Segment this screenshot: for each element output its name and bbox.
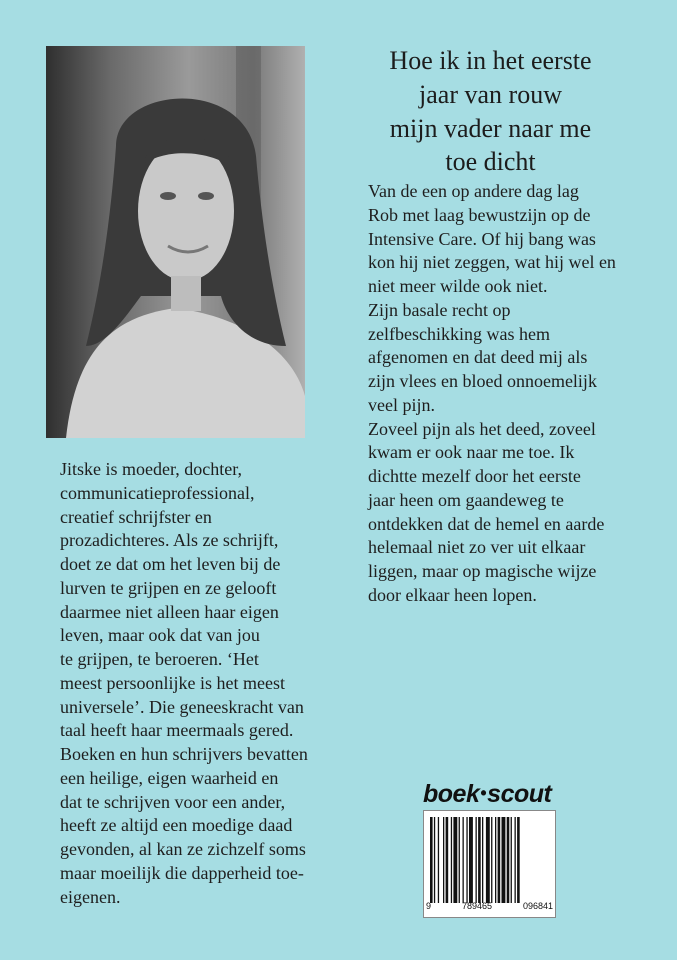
synopsis-line: Rob met laag bewustzijn op de [368, 204, 591, 225]
isbn-digit-group: 789465 [461, 901, 492, 911]
publisher-logo-dot: • [480, 783, 487, 803]
isbn-digit-group: 096841 [522, 901, 553, 911]
synopsis-line: afgenomen en dat deed mij als [368, 347, 588, 368]
synopsis-line: kon hij niet zeggen, wat hij wel en [368, 252, 616, 273]
title-line: jaar van rouw [419, 79, 562, 109]
bio-line: prozadichteres. Als ze schrijft, [60, 530, 279, 551]
bio-line: doet ze dat om het leven bij de [60, 554, 281, 574]
synopsis-line: door elkaar heen lopen. [368, 584, 537, 605]
synopsis-line: zelfbeschikking was hem [368, 323, 550, 344]
synopsis-line: Zijn basale recht op [368, 299, 511, 320]
synopsis-line: liggen, maar op magische wijze [368, 561, 597, 581]
synopsis-line: dichtte mezelf door het eerste [368, 466, 581, 486]
publisher-logo-part2: scout [487, 780, 552, 808]
synopsis-line: Zoveel pijn als het deed, zoveel [368, 418, 596, 439]
publisher-logo-part1: boek [423, 780, 480, 808]
bio-line: heeft ze altijd een moedige daad [60, 815, 293, 836]
bio-line: leven, maar ook dat van jou [60, 625, 260, 646]
synopsis-line: zijn vlees en bloed onnoemelijk [368, 371, 597, 391]
bio-line: Boeken en hun schrijvers bevatten [60, 744, 308, 764]
title-line: mijn vader naar me [389, 113, 592, 143]
synopsis-line: ontdekken dat de hemel en aarde [368, 513, 605, 534]
synopsis-line: Van de een op andere dag lag [368, 181, 579, 201]
book-synopsis [368, 180, 643, 608]
bio-line: meest persoonlijke is het meest [60, 672, 285, 693]
bio-line: Jitske is moeder, dochter, [60, 459, 243, 479]
synopsis-line: kwam er ook naar me toe. Ik [368, 442, 575, 463]
bio-line: te grijpen, te beroeren. ‘Het [60, 649, 259, 669]
author-photo [46, 46, 305, 438]
bio-line: dat te schrijven voor een ander, [60, 791, 286, 812]
author-bio [60, 458, 322, 909]
bio-line: taal heeft haar meermaals gered. [60, 720, 294, 741]
synopsis-line: Intensive Care. Of hij bang was [368, 228, 596, 249]
bio-line: maar moeilijk die dapperheid toe- [60, 862, 304, 883]
synopsis-line: jaar heen om gaandeweg te [368, 489, 564, 510]
bio-line: een heilige, eigen waarheid en [60, 767, 279, 788]
book-title [328, 44, 653, 179]
isbn-barcode [423, 810, 556, 918]
title-line: toe dicht [445, 147, 536, 177]
bio-line: eigenen. [60, 886, 121, 907]
bio-line: lurven te grijpen en ze gelooft [60, 577, 277, 598]
bio-line: gevonden, al kan ze zichzelf soms [60, 839, 306, 859]
bio-line: universele’. Die geneeskracht van [60, 696, 304, 717]
synopsis-line: veel pijn. [368, 394, 435, 415]
isbn-digits [426, 901, 553, 911]
bio-line: daarmee niet alleen haar eigen [60, 601, 279, 622]
publisher-logo [423, 780, 551, 809]
author-portrait-photo [46, 46, 305, 438]
synopsis-line: niet meer wilde ook niet. [368, 276, 548, 296]
synopsis-line: helemaal niet zo ver uit elkaar [368, 537, 586, 558]
bio-line: creatief schrijfster en [60, 506, 212, 527]
barcode-bars [430, 817, 549, 903]
isbn-digit-group: 9 [426, 901, 432, 911]
bio-line: communicatieprofessional, [60, 482, 255, 503]
title-line: Hoe ik in het eerste [389, 46, 592, 75]
